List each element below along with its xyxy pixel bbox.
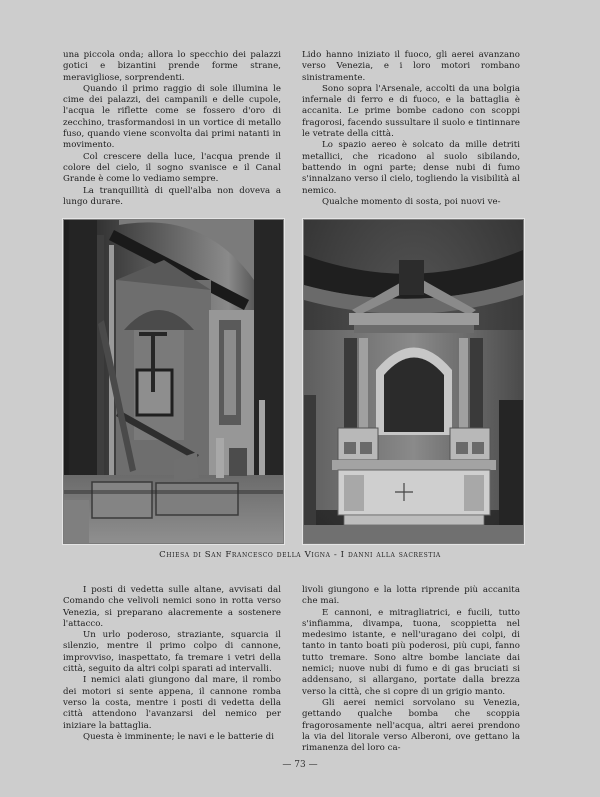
church-interior-illustration [64, 220, 283, 543]
paragraph: Sono sopra l'Arsenale, accolti da una bolgia infernale di ferro e di fuoco, e la battaglia è accanita. Le prime bombe cadono con scoppi fragorosi, facendo sussultare il suolo e tintinnare le vetrate della città. [302, 83, 520, 140]
paragraph: E cannoni, e mitragliatrici, e fucili, tutto s'infiamma, divampa, tuona, scoppietta nel medesimo istante, e nell'uragano dei colpi, di tanto in tanto boati più poderosi, più cupi, fanno tutto tremare. Sono altre bombe lanciate dai nemici; nuove nubi di fumo e di gas bruciati si addensano, si allargano, portate dalla brezza verso la città, che si copre di un grigio manto. [302, 607, 520, 697]
paragraph: I posti di vedetta sulle altane, avvisati dal Comando che velivoli nemici sono in rotta verso Venezia, si preparano alacremente a sostenere l'attacco. [63, 585, 281, 629]
paragraph: livoli giungono e la lotta riprende più accanita che mai. [302, 585, 520, 607]
paragraph: una piccola onda; allora lo specchio dei palazzi gotici e bizantini prende forme strane, meravigliose, sorprendenti. [63, 50, 281, 83]
paragraph: Quando il primo raggio di sole illumina le cime dei palazzi, dei campanili e delle cupole, l'acqua le riflette come se fossero d'oro di zecchino, trasformandosi in un vortice di metallo fuso, quando viene sconvolta dai primi natanti in movimento. [63, 83, 281, 151]
page-number: — 73 — [282, 760, 318, 770]
paragraph: I nemici alati giungono dal mare, il rombo dei motori si sente appena, il cannone romba verso la costa, mentre i posti di vedetta della città attendono l'avanzarsi del nemico per iniziare la battaglia. [63, 675, 281, 731]
paragraph: Un urlo poderoso, straziante, squarcia il silenzio, mentre il primo colpo di cannone, improvviso, inaspettato, fa tremare i vetri della città, seguito da altri colpi sparati ad intervalli. [63, 630, 281, 675]
paragraph: Col crescere della luce, l'acqua prende il colore del cielo, il sogno svanisce e il Canal Grande è come lo vediamo sempre. [63, 151, 281, 185]
paragraph: Gli aerei nemici sorvolano su Venezia, gettando qualche bomba che scoppia fragorosamente nell'acqua, altri aerei prendono la via del litorale verso Alberoni, ove gettano la rimanenza del loro ca- [302, 697, 520, 754]
photo-sacristy-altar [303, 219, 524, 544]
paragraph: Lido hanno iniziato il fuoco, gli aerei avanzano verso Venezia, e i loro motori rombano sinistramente. [302, 50, 520, 83]
text-column-bottom-right [302, 585, 520, 754]
paragraph: Questa è imminente; le navi e le batterie di [83, 731, 275, 742]
text-column-top-right [302, 50, 520, 208]
paragraph: Lo spazio aereo è solcato da mille detriti metallici, che ricadono al suolo sibilando, battendo in ogni parte; dense nubi di fumo s'innalzano verso il cielo, togliendo la visibilità al nemico. [302, 140, 520, 196]
sacristy-altar-illustration [304, 220, 523, 543]
text-column-top-left [63, 50, 281, 208]
paragraph: Qualche momento di sosta, poi nuovi ve- [322, 196, 501, 207]
text-column-bottom-left [63, 585, 281, 743]
paragraph: La tranquillità di quell'alba non doveva a lungo durare. [63, 185, 281, 207]
figure-caption: Chiesa di San Francesco della Vigna - I danni alla sacrestia [159, 550, 441, 560]
photo-church-interior [63, 219, 284, 544]
